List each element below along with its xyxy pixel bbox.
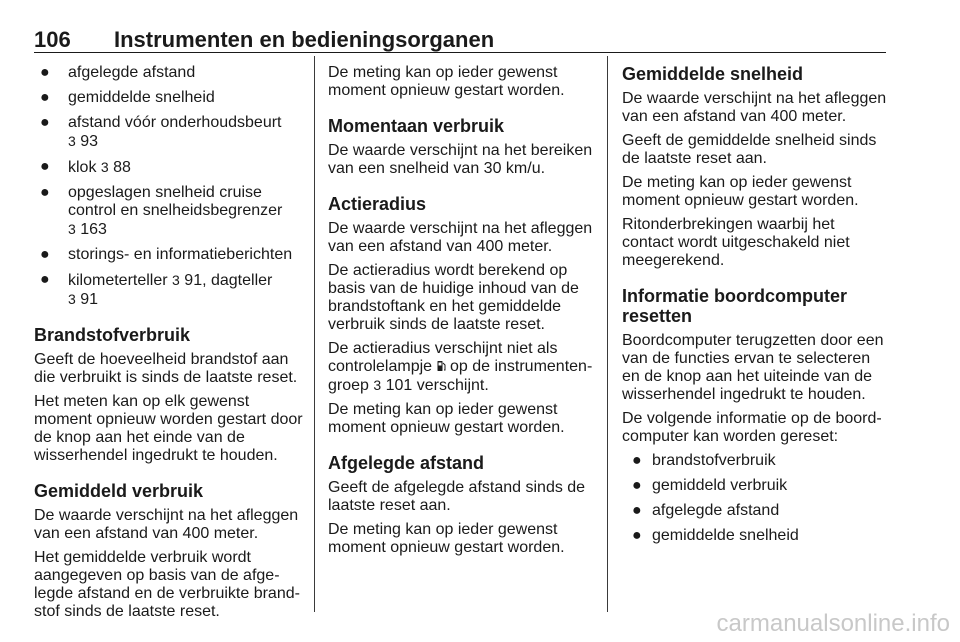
list-item-text: afgelegde afstand — [652, 502, 780, 519]
bullet-icon: ● — [632, 452, 642, 469]
bullet-icon: ● — [632, 477, 642, 494]
list-item — [622, 477, 888, 495]
paragraph: Geeft de gemiddelde snelheid sinds de laatste reset aan. — [622, 132, 877, 167]
bullet-icon: ● — [632, 502, 642, 519]
page-ref-arrow-icon: 3 — [172, 272, 180, 288]
list-item-text: gemiddeld verbruik — [652, 477, 788, 494]
list-item-text: gemiddelde snelheid — [68, 89, 215, 106]
paragraph: De meting kan op ieder gewenst moment opnieuw gestart worden. — [328, 64, 565, 99]
bullet-icon: ● — [40, 246, 50, 263]
list-item — [622, 502, 888, 520]
bullet-icon: ● — [40, 114, 50, 131]
page-ref[interactable]: 93 — [80, 133, 99, 150]
list-item — [622, 452, 888, 470]
header-rule — [34, 52, 886, 53]
paragraph: Geeft de afgelegde afstand sinds de laatste reset aan. — [328, 479, 586, 514]
list-item-text: gemiddelde snelheid — [652, 527, 799, 544]
watermark: carmanualsonline.info — [716, 610, 950, 637]
list-item-text: brandstofverbruik — [652, 452, 776, 469]
list-item-text: klok — [68, 159, 97, 176]
page-ref-arrow-icon: 3 — [100, 159, 109, 175]
list-item-text: opgeslagen snelheid cruise control en snelheidsbegrenzer — [68, 184, 283, 219]
fuel-lamp-icon — [437, 360, 446, 372]
column-3 — [622, 64, 888, 552]
bullet-icon: ● — [40, 271, 50, 288]
list-item — [34, 64, 304, 82]
page-ref[interactable]: 88 — [113, 159, 131, 176]
bullet-list — [34, 64, 304, 309]
paragraph-text: De actieradius verschijnt niet als controlelampje — [328, 340, 558, 375]
list-item — [34, 114, 304, 151]
paragraph: Geeft de hoeveelheid brandstof aan die verbruikt is sinds de laatste reset. — [34, 351, 298, 386]
page-ref-arrow-icon: 3 — [68, 291, 76, 307]
bullet-icon: ● — [40, 89, 50, 106]
column-1 — [34, 64, 304, 627]
list-item — [34, 271, 304, 309]
page-ref-arrow-icon: 3 — [68, 133, 76, 149]
list-item — [622, 527, 888, 545]
section-heading: Afgelegde afstand — [328, 453, 485, 473]
bullet-list — [622, 452, 888, 545]
paragraph: Het meten kan op elk gewenst moment opnieuw worden gestart door de knop aan het einde van de wisserhendel ingedrukt te houden. — [34, 393, 303, 464]
list-item-text: kilometerteller — [68, 272, 168, 289]
paragraph-text: verschijnt. — [416, 377, 489, 394]
paragraph: De waarde verschijnt na het afleggen van een afstand van 400 meter. — [34, 507, 299, 542]
page-number: 106 — [34, 27, 71, 52]
bullet-icon: ● — [632, 527, 642, 544]
section-heading: Brandstofverbruik — [34, 325, 191, 345]
bullet-icon: ● — [40, 64, 50, 81]
paragraph: De meting kan op ieder gewenst moment opnieuw gestart worden. — [622, 174, 859, 209]
bullet-icon: ● — [40, 158, 50, 175]
paragraph: Boordcomputer terugzetten door een van de functies ervan te selecteren en de knop aan het uiteinde van de wisserhendel ingedrukt te houden. — [622, 332, 884, 403]
bullet-icon: ● — [40, 184, 50, 201]
list-item — [34, 158, 304, 177]
section-heading: Actieradius — [328, 194, 427, 214]
list-item-text: , dagteller — [202, 272, 273, 289]
page-ref-arrow-icon: 3 — [373, 377, 382, 393]
paragraph: De volgende informatie op de boordcomputer kan worden gereset: — [622, 410, 882, 445]
paragraph: Ritonderbrekingen waarbij het contact wordt uitgeschakeld niet meegerekend. — [622, 216, 850, 269]
column-2 — [328, 64, 594, 563]
section-heading: Momentaan verbruik — [328, 116, 505, 136]
section-heading: Gemiddelde snelheid — [622, 64, 804, 84]
section-heading: Gemiddeld verbruik — [34, 481, 204, 501]
list-item — [34, 184, 304, 239]
paragraph: De meting kan op ieder gewenst moment opnieuw gestart worden. — [328, 521, 565, 556]
section-heading: Informatie boordcomputer resetten — [622, 286, 848, 326]
page-ref[interactable]: 91 — [80, 291, 99, 308]
list-item — [34, 89, 304, 107]
paragraph: De waarde verschijnt na het afleggen van een afstand van 400 meter. — [328, 220, 593, 255]
column-divider — [607, 56, 608, 612]
paragraph-text: op de instrumentengroep — [328, 358, 593, 394]
list-item-text: afstand vóór onderhoudsbeurt — [68, 114, 282, 131]
paragraph — [328, 340, 594, 395]
page-ref-arrow-icon: 3 — [68, 221, 76, 237]
list-item-text: storings- en informatieberichten — [68, 246, 293, 263]
page-ref[interactable]: 101 — [385, 377, 413, 394]
page-ref[interactable]: 91 — [184, 272, 203, 289]
page-title: Instrumenten en bedieningsorganen — [114, 27, 495, 52]
paragraph: De waarde verschijnt na het bereiken van een snelheid van 30 km/u. — [328, 142, 593, 177]
list-item-text: afgelegde afstand — [68, 64, 196, 81]
page-ref[interactable]: 163 — [80, 221, 107, 238]
page-header — [34, 27, 886, 51]
paragraph: De actieradius wordt berekend op basis van de huidige inhoud van de brandstoftank en het gemiddelde verbruik sinds de laatste reset. — [328, 262, 579, 333]
column-divider — [314, 56, 315, 612]
paragraph: Het gemiddelde verbruik wordt aangegeven op basis van de afgelegde afstand en de verbruikte brandstof sinds de laatste reset. — [34, 549, 300, 620]
list-item — [34, 246, 304, 264]
paragraph: De meting kan op ieder gewenst moment opnieuw gestart worden. — [328, 401, 565, 436]
paragraph: De waarde verschijnt na het afleggen van een afstand van 400 meter. — [622, 90, 887, 125]
